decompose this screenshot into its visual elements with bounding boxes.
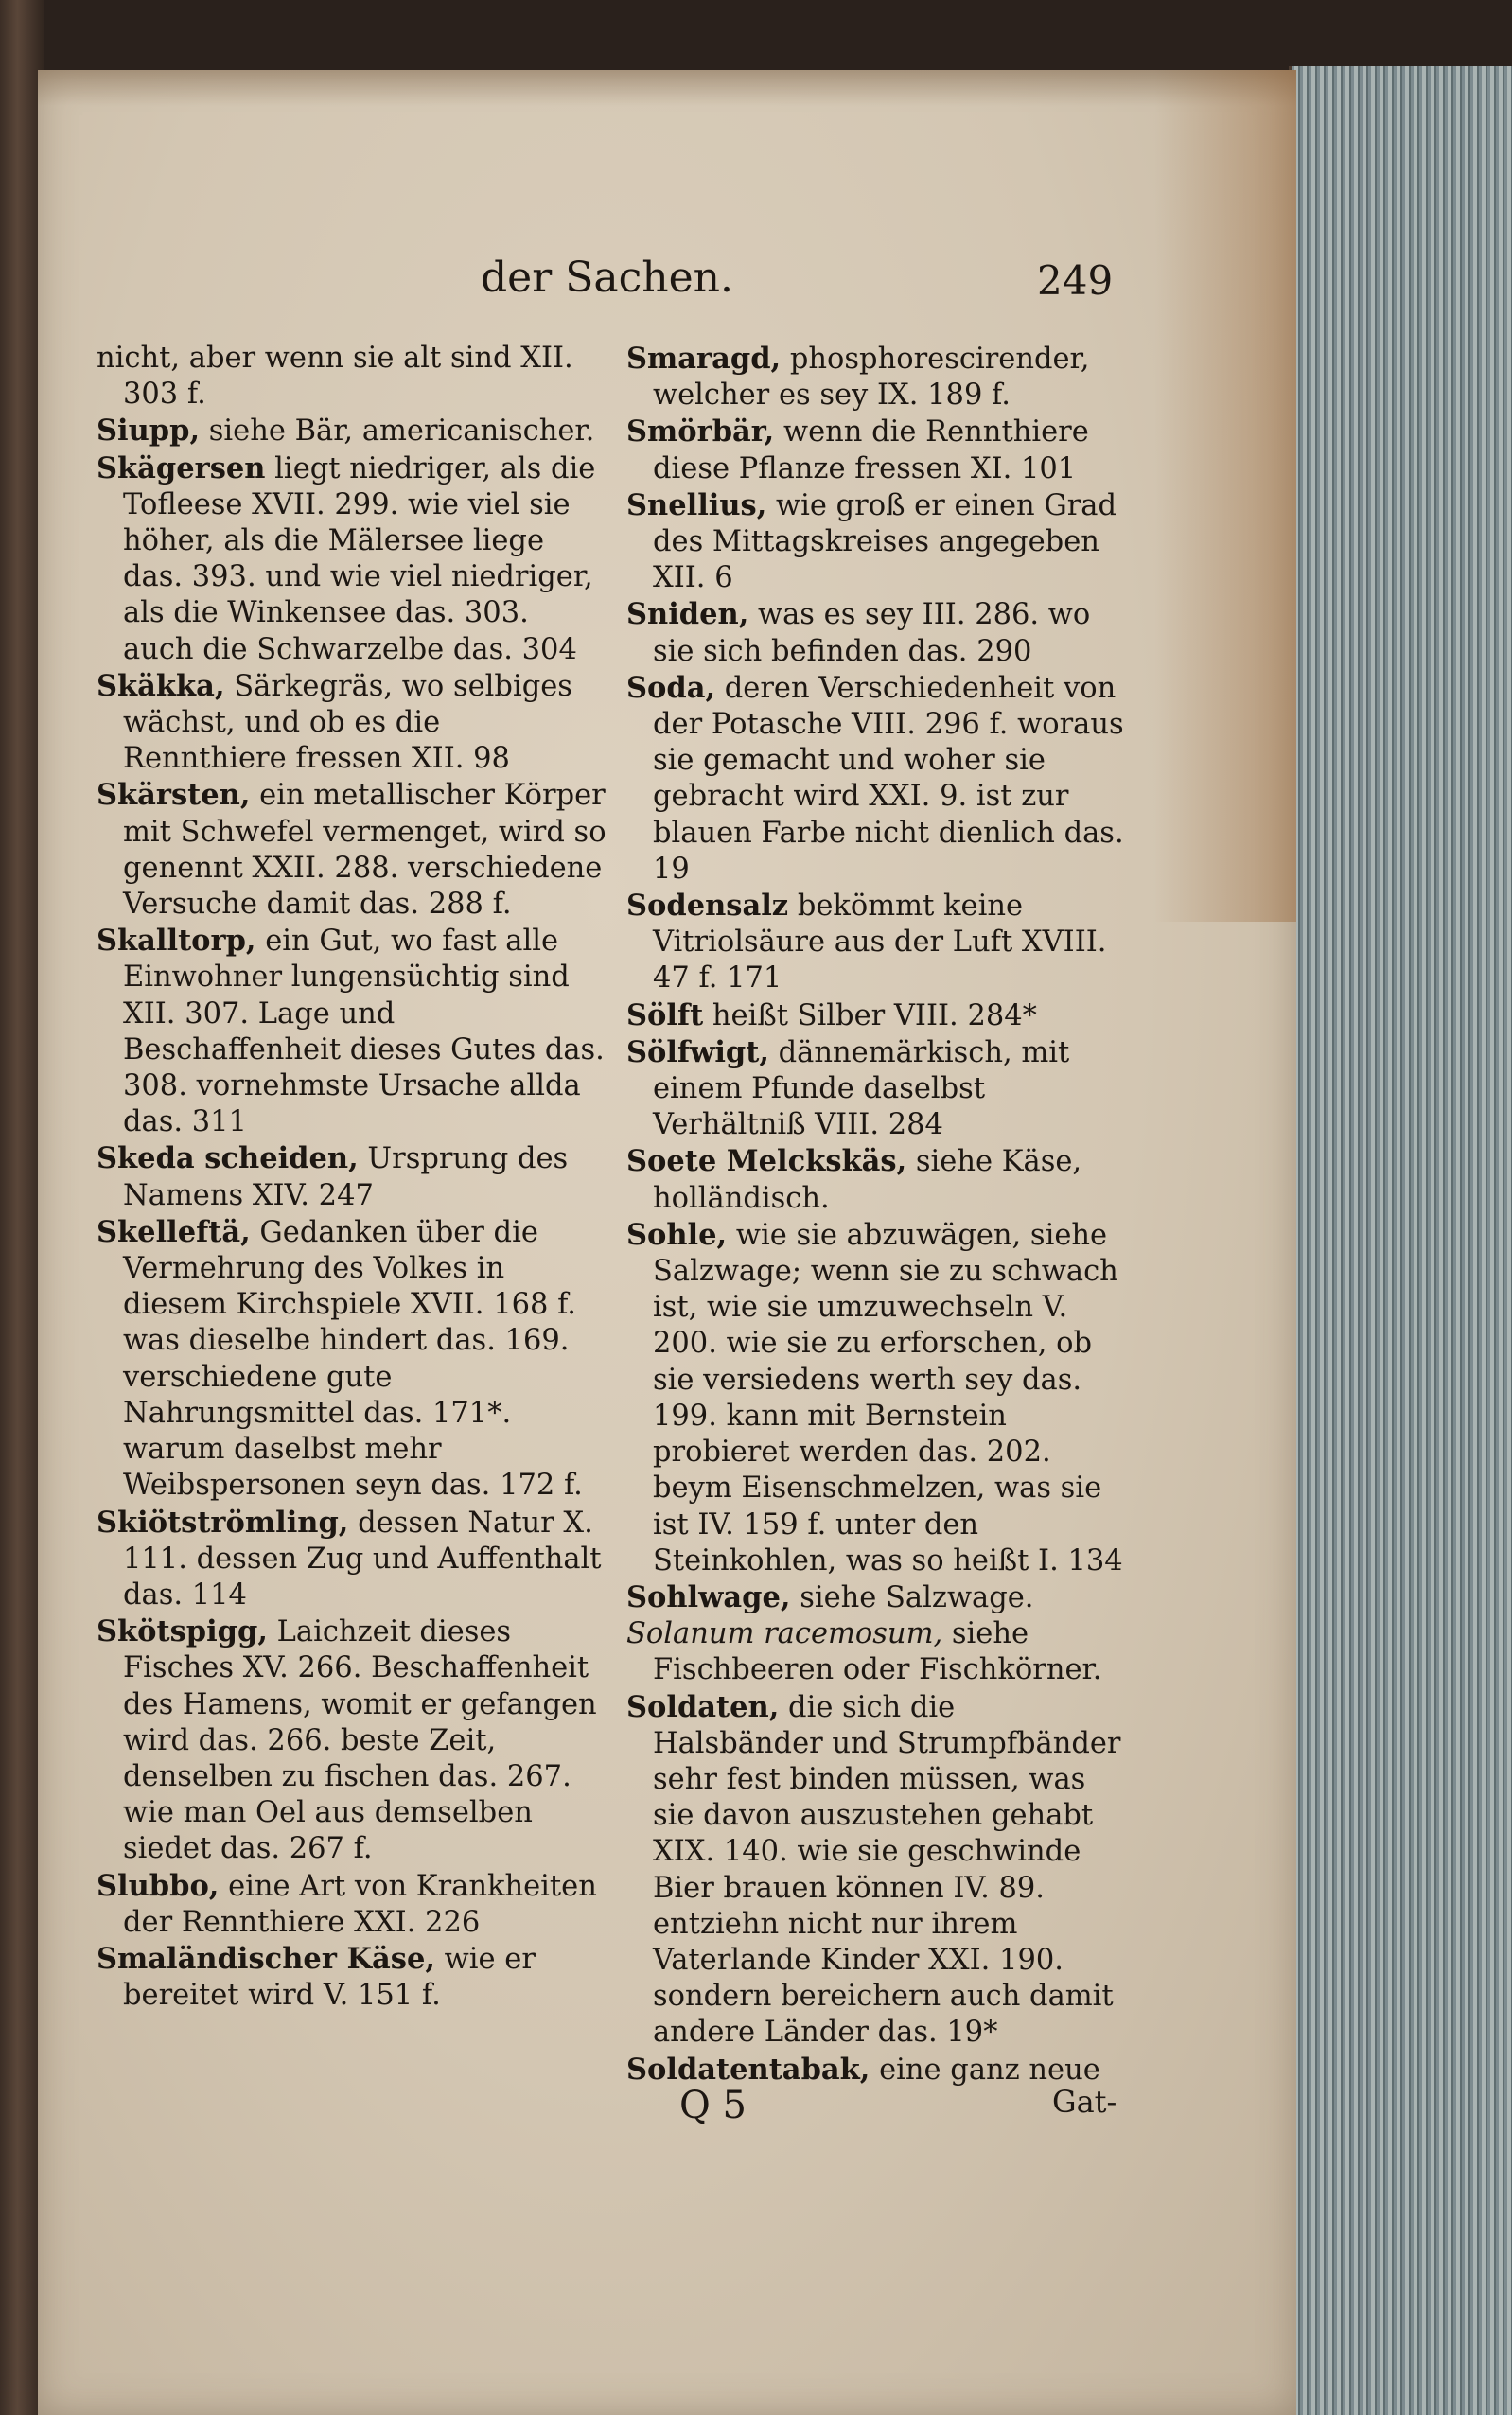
index-entry: [97, 341, 607, 413]
entry-text: ein Gut, wo fast alle Einwohner lungensüchtig sind XII. 307. Lage und Beschaffenheit dieses Gutes das. 308. vornehmste Ursache allda das. 311: [123, 925, 605, 1139]
entry-text: siehe Bär, americanischer.: [200, 414, 595, 449]
entry-headword: Soldatentabak,: [626, 2052, 870, 2087]
entry-text: die sich die Halsbänder und Strumpfbänder sehr fest binden müssen, was sie davon auszustehen gehabt XIX. 140. wie sie geschwinde Bier brauen können IV. 89. entziehn nicht nur ihrem Vaterlande Kinder XXI. 190. sondern bereichern auch damit andere Länder das. 19*: [653, 1690, 1121, 2050]
index-entry: [97, 1140, 607, 1213]
entry-text: liegt niedriger, als die Tofleese XVII. 299. wie viel sie höher, als die Mälersee liege das. 393. und wie viel niedriger, als die Winkensee das. 303. auch die Schwarzelbe das. 304: [123, 451, 596, 666]
entry-headword: Smaländischer Käse,: [97, 1941, 435, 1976]
entry-text: wie sie abzuwägen, siehe Salzwage; wenn sie zu schwach ist, wie sie umzuwechseln V. 200. wie sie zu erforschen, ob sie versiedens werth sey das. 199. kann mit Bernstein probieret werden das. 202. beym Eisenschmelzen, was sie ist IV. 159 f. unter den Steinkohlen, was so heißt I. 134: [653, 1218, 1123, 1578]
index-entry: [626, 1217, 1134, 1579]
entry-headword: Siupp,: [97, 414, 201, 449]
left-column: [97, 341, 607, 2014]
index-entry: [626, 997, 1134, 1034]
entry-text: phosphorescirender, welcher es sey IX. 189 f.: [653, 343, 1090, 413]
entry-headword: Solanum racemosum,: [626, 1617, 943, 1651]
entry-text: heißt Silber VIII. 284*: [703, 998, 1037, 1032]
index-entry: [626, 1579, 1134, 1616]
entry-text: Gedanken über die Vermehrung des Volkes in diesem Kirchspiele XVII. 168 f. was dieselbe hindert das. 169. verschiedene gute Nahrungsmittel das. 171*. warum daselbst mehr Weibspersonen seyn das. 172 f.: [123, 1215, 583, 1503]
entry-headword: Skärsten,: [97, 778, 251, 813]
entry-headword: Smörbär,: [626, 414, 775, 450]
index-entry: [97, 450, 607, 668]
entry-headword: Sohlwage,: [626, 1579, 791, 1614]
running-head: der Sachen.: [481, 254, 733, 302]
index-entry: [97, 777, 607, 923]
entry-text: nicht, aber wenn sie alt sind XII. 303 f.: [97, 342, 573, 412]
entry-text: ein metallischer Körper mit Schwefel vermenget, wird so genennt XXII. 288. verschiedene Versuche damit das. 288 f.: [123, 779, 607, 922]
entry-text: siehe Käse, holländisch.: [653, 1145, 1082, 1215]
entry-headword: Skiötströmling,: [97, 1505, 349, 1540]
page-number: 249: [1037, 257, 1114, 304]
paper-stain: [1154, 70, 1296, 922]
entry-headword: Skägersen: [97, 450, 266, 485]
entry-text: wie er bereitet wird V. 151 f.: [123, 1942, 536, 2013]
index-entry: [626, 670, 1134, 888]
entry-headword: Skötspigg,: [97, 1614, 268, 1649]
right-column: [626, 341, 1134, 2089]
index-entry: [97, 1613, 607, 1867]
index-entry: [626, 487, 1134, 597]
entry-text: was es sey III. 286. wo sie sich befinden das. 290: [653, 598, 1091, 668]
entry-text: bekömmt keine Vitriolsäure aus der Luft XVIII. 47 f. 171: [653, 890, 1107, 996]
entry-headword: Soda,: [626, 670, 716, 705]
entry-headword: Skalltorp,: [97, 924, 256, 959]
entry-text: siehe Fischbeeren oder Fischkörner.: [653, 1617, 1102, 1687]
index-entry: [626, 1616, 1134, 1688]
entry-headword: Skeda scheiden,: [97, 1141, 359, 1176]
index-entry: [626, 1034, 1134, 1144]
index-entry: [97, 1214, 607, 1505]
page-fore-edge: [1289, 66, 1512, 2415]
index-entry: [97, 413, 607, 450]
index-entry: [97, 923, 607, 1140]
index-entry: [626, 341, 1134, 414]
entry-text: dännemärkisch, mit einem Pfunde daselbst Verhältniß VIII. 284: [653, 1035, 1070, 1142]
index-entry: [97, 1941, 607, 2014]
entry-headword: Sölfwigt,: [626, 1034, 769, 1069]
entry-headword: Smaragd,: [626, 342, 782, 376]
entry-headword: Soete Melckskäs,: [626, 1144, 907, 1179]
catchword: Gat-: [1052, 2084, 1117, 2120]
entry-text: Ursprung des Namens XIV. 247: [123, 1142, 569, 1212]
entry-headword: Slubbo,: [97, 1868, 220, 1903]
entry-headword: Sniden,: [626, 597, 749, 632]
entry-headword: Sohle,: [626, 1217, 728, 1252]
entry-text: wie groß er einen Grad des Mittagskreises angegeben XII. 6: [653, 488, 1116, 595]
entry-text: siehe Salzwage.: [790, 1580, 1034, 1614]
entry-headword: Sodensalz: [626, 889, 789, 924]
index-entry: [626, 2052, 1134, 2089]
index-entry: [97, 1505, 607, 1614]
entry-headword: Snellius,: [626, 487, 767, 522]
signature-mark: Q 5: [679, 2084, 747, 2127]
entry-text: dessen Natur X. 111. dessen Zug und Auffenthalt das. 114: [123, 1506, 602, 1612]
entry-headword: Skäkka,: [97, 668, 225, 703]
entry-headword: Sölft: [626, 997, 704, 1032]
entry-headword: Soldaten,: [626, 1689, 780, 1724]
index-entry: [97, 1868, 607, 1941]
index-entry: [626, 414, 1134, 486]
index-entry: [626, 596, 1134, 669]
entry-headword: Skelleftä,: [97, 1214, 251, 1249]
index-entry: [97, 668, 607, 778]
index-entry: [626, 1689, 1134, 2052]
entry-text: deren Verschiedenheit von der Potasche VIII. 296 f. woraus sie gemacht und woher sie gebracht wird XXI. 9. ist zur blauen Farbe nicht dienlich das. 19: [653, 671, 1124, 886]
index-entry: [626, 1143, 1134, 1216]
entry-text: Särkegräs, wo selbiges wächst, und ob es die Rennthiere fressen XII. 98: [123, 669, 572, 776]
entry-text: eine Art von Krankheiten der Rennthiere XXI. 226: [123, 1869, 597, 1939]
index-entry: [626, 888, 1134, 997]
entry-text: Laichzeit dieses Fisches XV. 266. Beschaffenheit des Hamens, womit er gefangen wird das. 266. beste Zeit, denselben zu fischen das. 267. wie man Oel aus demselben siedet das. 267 f.: [123, 1615, 597, 1866]
entry-text: eine ganz neue: [870, 2053, 1100, 2087]
entry-text: wenn die Rennthiere diese Pflanze fressen XI. 101: [653, 415, 1089, 485]
